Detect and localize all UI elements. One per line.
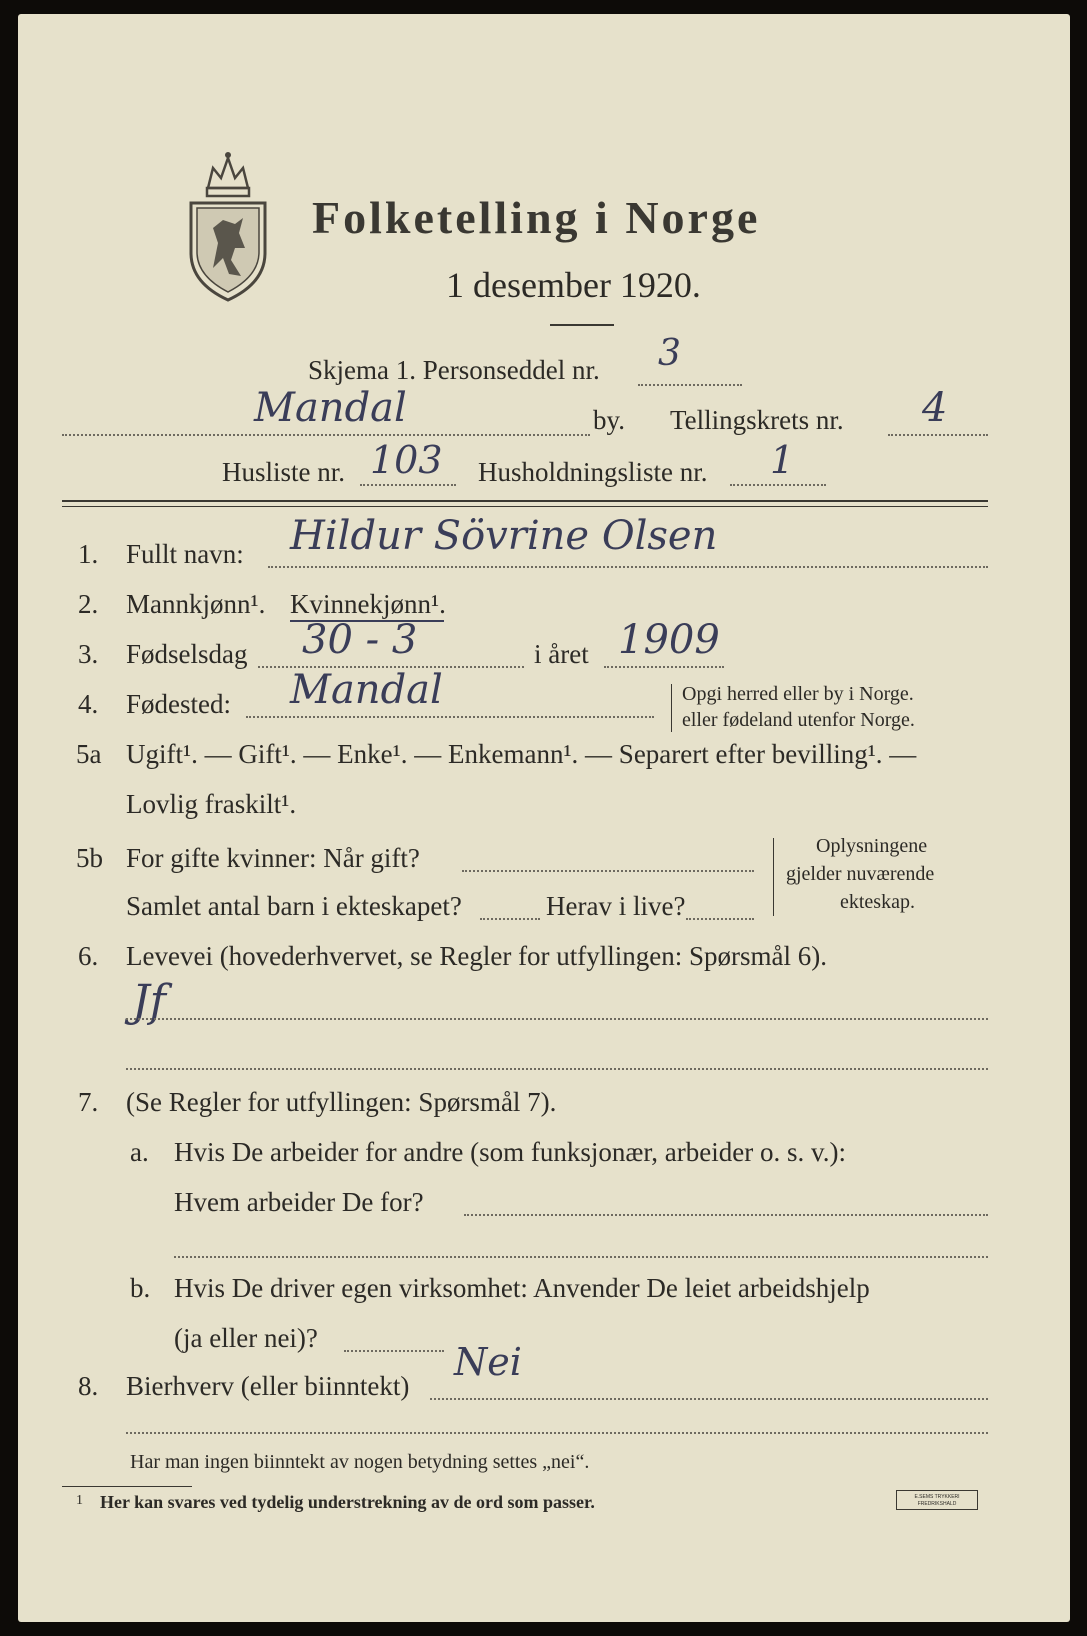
husliste-number: 103 xyxy=(370,438,443,482)
q5a-number: 5a xyxy=(76,739,102,769)
birth-year: 1909 xyxy=(618,617,720,663)
header-divider xyxy=(62,500,988,502)
personseddel-number: 3 xyxy=(658,333,681,374)
q8-label: Bierhverv (eller biinntekt) xyxy=(126,1371,410,1401)
coat-of-arms-icon xyxy=(183,148,273,308)
q2-number: 2. xyxy=(78,589,99,619)
birthplace: Mandal xyxy=(290,667,443,713)
q7b-line1: Hvis De driver egen virksomhet: Anvender De leiet arbeidshjelp xyxy=(174,1273,870,1303)
q5b-line1: For gifte kvinner: Når gift? xyxy=(126,843,420,873)
tellingskrets-label: Tellingskrets nr. xyxy=(670,405,844,435)
census-date: 1 desember 1920. xyxy=(446,265,701,305)
q4-label: Fødested: xyxy=(126,689,231,719)
husliste-label: Husliste nr. xyxy=(222,457,346,487)
q6-number: 6. xyxy=(78,941,99,971)
q5b-note-line2: gjelder nuværende xyxy=(786,863,935,885)
schema-label: Skjema 1. Personseddel nr. xyxy=(308,355,600,385)
footer-note: Har man ingen biinntekt av nogen betydning settes „nei“. xyxy=(130,1451,590,1473)
q2-male: Mannkjønn¹. xyxy=(126,589,266,619)
q3-year-label: i året xyxy=(534,639,589,669)
q8-number: 8. xyxy=(78,1371,99,1401)
footnote-mark: 1 xyxy=(76,1493,83,1508)
q7b-letter: b. xyxy=(130,1273,151,1303)
q4-note-line1: Opgi herred eller by i Norge. xyxy=(682,683,914,705)
occupation: Jf xyxy=(132,976,166,1027)
printer-stamp xyxy=(896,1490,978,1510)
q7a-letter: a. xyxy=(130,1137,149,1167)
q7-number: 7. xyxy=(78,1087,99,1117)
q5a-line2: Lovlig fraskilt¹. xyxy=(126,789,297,819)
census-form-page xyxy=(18,14,1070,1622)
q3-label: Fødselsdag xyxy=(126,639,248,669)
birth-day: 30 - 3 xyxy=(302,617,418,663)
q5b-note-line3: ekteskap. xyxy=(840,891,915,913)
q5b-number: 5b xyxy=(76,843,103,873)
side-income-answer: Nei xyxy=(454,1340,522,1384)
q7a-line2: Hvem arbeider De for? xyxy=(174,1187,424,1217)
title-divider xyxy=(550,324,614,326)
form-title: Folketelling i Norge xyxy=(312,192,761,243)
q5b-line2a: Samlet antal barn i ekteskapet? xyxy=(126,891,462,921)
q3-number: 3. xyxy=(78,639,99,669)
q4-note-line2: eller fødeland utenfor Norge. xyxy=(682,709,915,731)
stamp-line2: FREDRIKSHALD xyxy=(917,1501,957,1507)
husholdningsliste-number: 1 xyxy=(770,438,795,482)
q1-number: 1. xyxy=(78,539,99,569)
q7b-line2: (ja eller nei)? xyxy=(174,1323,318,1353)
q5a-line1: Ugift¹. — Gift¹. — Enke¹. — Enkemann¹. — Separert efter bevilling¹. — xyxy=(126,739,917,769)
q4-number: 4. xyxy=(78,689,99,719)
q7a-line1: Hvis De arbeider for andre (som funksjonær, arbeider o. s. v.): xyxy=(174,1137,846,1167)
stamp-line1: E.SEMS TRYKKERI xyxy=(914,1494,960,1500)
city-name: Mandal xyxy=(254,385,407,431)
q5b-note-line1: Oplysningene xyxy=(816,835,928,857)
footnote-text: Her kan svares ved tydelig understrekning av de ord som passer. xyxy=(100,1492,595,1512)
q6-label: Levevei (hovederhvervet, se Regler for utfyllingen: Spørsmål 6). xyxy=(126,941,828,971)
full-name: Hildur Sövrine Olsen xyxy=(290,513,718,559)
q5b-line2b: Herav i live? xyxy=(546,891,686,921)
husholdningsliste-label: Husholdningsliste nr. xyxy=(478,457,708,487)
q1-label: Fullt navn: xyxy=(126,539,244,569)
q2-female: Kvinnekjønn¹. xyxy=(290,589,446,619)
by-label: by. xyxy=(593,405,625,435)
tellingskrets-number: 4 xyxy=(922,385,948,431)
q7-label: (Se Regler for utfyllingen: Spørsmål 7). xyxy=(126,1087,557,1117)
